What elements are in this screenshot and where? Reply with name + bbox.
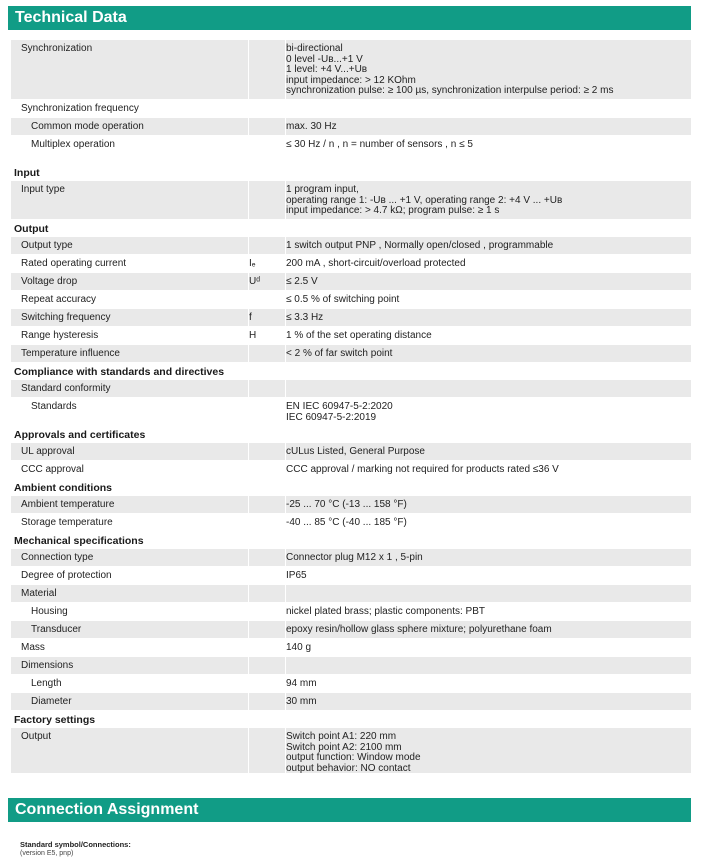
spec-table — [11, 40, 691, 774]
spec-symbol — [248, 693, 285, 710]
section-heading — [11, 479, 691, 496]
spec-label: UL approval — [21, 446, 75, 457]
spec-label: Voltage drop — [21, 276, 78, 287]
section-heading — [11, 711, 691, 728]
spec-value — [285, 40, 691, 99]
spec-value-line: 0 level -Uʙ...+1 V — [286, 53, 363, 65]
connection-assignment-header: Connection Assignment — [8, 798, 691, 822]
section-title: Factory settings — [14, 714, 96, 726]
spec-value — [285, 728, 691, 773]
spec-value-line: operating range 1: -Uʙ ... +1 V, operating range 2: +4 V ... +Uʙ — [286, 194, 563, 206]
spec-value-line: Switch point A1: 220 mm — [286, 731, 397, 742]
spec-value — [285, 603, 691, 620]
spec-label: Repeat accuracy — [21, 294, 97, 305]
spec-label: Multiplex operation — [31, 139, 115, 150]
section-heading — [11, 363, 691, 380]
spec-value — [285, 398, 691, 425]
spec-value — [285, 181, 691, 219]
spec-value — [285, 621, 691, 638]
spec-label: Connection type — [21, 552, 94, 563]
spec-value-line: 94 mm — [286, 678, 317, 689]
spec-value-line: Connector plug M12 x 1 , 5-pin — [286, 552, 423, 563]
spec-symbol — [248, 345, 285, 362]
spec-symbol — [248, 100, 285, 117]
section-heading — [11, 426, 691, 443]
spec-label: Length — [31, 678, 62, 689]
spec-value-line: bi-directional — [286, 43, 343, 54]
section-title: Input — [14, 167, 40, 179]
section-title: Compliance with standards and directives — [14, 366, 225, 378]
spec-value — [285, 273, 691, 290]
spec-value-line: output function: Window mode — [286, 752, 421, 763]
section-title: Approvals and certificates — [14, 429, 146, 441]
spec-row — [11, 585, 691, 603]
spec-row — [11, 327, 691, 345]
spec-value-line: -25 ... 70 °C (-13 ... 158 °F) — [286, 499, 407, 510]
spec-symbol — [248, 603, 285, 620]
spec-symbol: Uᵈ — [248, 273, 285, 290]
spec-value-line: ≤ 30 Hz / n , n = number of sensors , n ≤ 5 — [286, 139, 473, 150]
spec-value — [285, 100, 691, 117]
spec-symbol — [248, 398, 285, 425]
spec-value — [285, 639, 691, 656]
spec-row — [11, 273, 691, 291]
spec-label: Common mode operation — [31, 121, 144, 132]
section-heading — [11, 220, 691, 237]
spec-row — [11, 118, 691, 136]
spec-symbol — [248, 291, 285, 308]
spec-value-line: IEC 60947-5-2:2019 — [286, 411, 377, 423]
spec-label: Standard conformity — [21, 383, 111, 394]
spec-label: Storage temperature — [21, 517, 113, 528]
spec-label: Mass — [21, 642, 45, 653]
spec-label: Temperature influence — [21, 348, 120, 359]
spec-value-line: 140 g — [286, 642, 312, 653]
spec-value — [285, 380, 691, 397]
spec-row — [11, 291, 691, 309]
spec-symbol — [248, 118, 285, 135]
spec-row — [11, 621, 691, 639]
technical-data-header: Technical Data — [8, 6, 691, 30]
spec-value-line: 200 mA , short-circuit/overload protected — [286, 258, 466, 269]
spec-value-line: IP65 — [286, 570, 307, 581]
spec-label: Ambient temperature — [21, 499, 115, 510]
spec-symbol — [248, 621, 285, 638]
spec-value-line: EN IEC 60947-5-2:2020 — [286, 401, 393, 412]
spec-value-line: -40 ... 85 °C (-40 ... 185 °F) — [286, 517, 407, 528]
spec-symbol — [248, 136, 285, 163]
spec-value — [285, 443, 691, 460]
spec-label: Output — [21, 731, 52, 742]
spec-value-line: nickel plated brass; plastic components: PBT — [286, 606, 485, 617]
spec-value-line: 30 mm — [286, 696, 317, 707]
spec-value-line: Switch point A2: 2100 mm — [286, 741, 402, 753]
spec-value — [285, 118, 691, 135]
spec-value — [285, 549, 691, 566]
spec-symbol — [248, 728, 285, 773]
spec-row — [11, 345, 691, 363]
spec-symbol — [248, 549, 285, 566]
spec-row — [11, 639, 691, 657]
spec-value-line: 1 % of the set operating distance — [286, 330, 432, 341]
section-title: Mechanical specifications — [14, 535, 144, 547]
spec-symbol — [248, 657, 285, 674]
spec-label: Degree of protection — [21, 570, 112, 581]
spec-value-line: < 2 % of far switch point — [286, 348, 393, 359]
spec-row — [11, 398, 691, 426]
spec-value — [285, 309, 691, 326]
section-title: Ambient conditions — [14, 482, 112, 494]
spec-value — [285, 514, 691, 531]
spec-symbol — [248, 40, 285, 99]
spec-value-line: 1 level: +4 V...+Uʙ — [286, 64, 368, 75]
spec-label: Dimensions — [21, 660, 74, 671]
spec-value-line: input impedance: > 12 KOhm — [286, 74, 416, 86]
section-title: Output — [14, 223, 49, 235]
spec-label: Material — [21, 588, 57, 599]
standard-symbol-label: Standard symbol/Connections: — [20, 840, 131, 849]
spec-value-line: 1 program input, — [286, 184, 359, 195]
spec-row — [11, 237, 691, 255]
spec-row — [11, 461, 691, 479]
spec-value — [285, 291, 691, 308]
spec-row — [11, 567, 691, 585]
spec-row — [11, 657, 691, 675]
spec-label: Range hysteresis — [21, 330, 99, 341]
spec-value-line: epoxy resin/hollow glass sphere mixture; polyurethane foam — [286, 624, 552, 635]
spec-value-line: ≤ 0.5 % of switching point — [286, 294, 400, 305]
spec-value-line: max. 30 Hz — [286, 121, 337, 132]
spec-row — [11, 728, 691, 774]
spec-label: Output type — [21, 240, 73, 251]
spec-symbol — [248, 181, 285, 219]
spec-value-line: cULus Listed, General Purpose — [286, 446, 425, 457]
spec-row — [11, 309, 691, 327]
spec-label: Rated operating current — [21, 258, 127, 269]
spec-row — [11, 496, 691, 514]
spec-row — [11, 255, 691, 273]
spec-row — [11, 549, 691, 567]
spec-symbol: H — [248, 327, 285, 344]
spec-label: Housing — [31, 606, 68, 617]
spec-value — [285, 136, 691, 163]
spec-label: CCC approval — [21, 464, 84, 475]
spec-value-line: ≤ 2.5 V — [286, 276, 318, 287]
spec-value-line: CCC approval / marking not required for products rated ≤36 V — [286, 464, 559, 475]
spec-value — [285, 675, 691, 692]
spec-label: Standards — [31, 401, 77, 412]
spec-value — [285, 237, 691, 254]
spec-symbol — [248, 380, 285, 397]
spec-symbol: Iₑ — [248, 255, 285, 272]
spec-value-line: output behavior: NO contact — [286, 762, 411, 773]
spec-symbol — [248, 675, 285, 692]
spec-symbol — [248, 461, 285, 478]
spec-symbol — [248, 585, 285, 602]
spec-value — [285, 585, 691, 602]
spec-value — [285, 327, 691, 344]
spec-symbol — [248, 514, 285, 531]
spec-value — [285, 461, 691, 478]
section-heading — [11, 164, 691, 181]
spec-label: Input type — [21, 184, 65, 195]
spec-row — [11, 181, 691, 220]
spec-row — [11, 443, 691, 461]
spec-symbol — [248, 496, 285, 513]
spec-row — [11, 136, 691, 164]
spec-value — [285, 496, 691, 513]
spec-value-line: ≤ 3.3 Hz — [286, 312, 324, 323]
spec-value — [285, 657, 691, 674]
spec-value — [285, 693, 691, 710]
spec-symbol — [248, 443, 285, 460]
spec-row — [11, 514, 691, 532]
spec-label: Diameter — [31, 696, 72, 707]
spec-row — [11, 100, 691, 118]
spec-value-line: 1 switch output PNP , Normally open/closed , programmable — [286, 240, 554, 251]
spec-value-line: synchronization pulse: ≥ 100 µs, synchronization interpulse period: ≥ 2 ms — [286, 85, 614, 96]
section-heading — [11, 532, 691, 549]
spec-symbol: f — [248, 309, 285, 326]
spec-row — [11, 693, 691, 711]
spec-symbol — [248, 639, 285, 656]
spec-row — [11, 675, 691, 693]
spec-symbol — [248, 567, 285, 584]
spec-row — [11, 40, 691, 100]
spec-label: Switching frequency — [21, 312, 111, 323]
spec-value-line: input impedance: > 4.7 kΩ; program pulse: ≥ 1 s — [286, 205, 500, 216]
version-note: (version E5, pnp) — [20, 850, 74, 857]
spec-label: Transducer — [31, 624, 82, 635]
spec-row — [11, 380, 691, 398]
spec-value — [285, 255, 691, 272]
spec-value — [285, 567, 691, 584]
spec-label: Synchronization frequency — [21, 103, 139, 114]
spec-value — [285, 345, 691, 362]
spec-symbol — [248, 237, 285, 254]
spec-row — [11, 603, 691, 621]
spec-label: Synchronization — [21, 43, 93, 54]
